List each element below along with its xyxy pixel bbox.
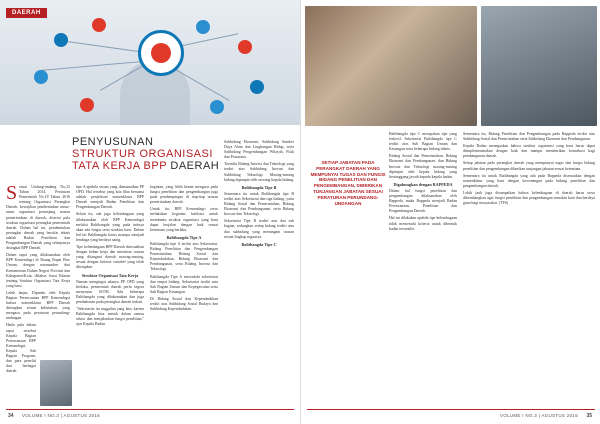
paragraph: Tersedia Bidang Inovasi dan Teknologi yang terdiri atas Subbidang Inovasi dan Subbidang Teknologi. Masing-masing bidang dipimpin oleh seorang kepala bidang. <box>224 162 294 182</box>
column-6 <box>463 132 595 407</box>
paragraph: Hal ini dilakukan apabila tipe kelembagaan tidak memenuhi kriteria untuk dibentuk badan tersendiri. <box>389 216 457 231</box>
paragraph: Balitbangda tipe A terdiri atas Sekretariat, Bidang Penelitian dan Pengembangan Pemerintahan, Bidang Sosial dan Kependudukan, Bidang Ekonomi dan Pembangunan, serta Bidang Inovasi dan Teknologi. <box>150 241 218 272</box>
paragraph: Lebih jauh juga disampaikan bahwa kelembagaan di daerah harus terus dikembangkan agar fungsi penelitian dan pengembangan semakin kuat dan berdaya guna bagi masyarakat. (TPS) <box>463 190 595 206</box>
paragraph: Sekretariat Tipe B terdiri atas dua sub bagian, sedangkan setiap bidang terdiri atas dua subbidang yang menangani urusan sesuai lingkup tugasnya. <box>224 219 294 239</box>
hero-network-image <box>0 0 300 125</box>
paragraph: Sementara itu, Bidang Penelitian dan Pengembangan pada Bappeda terdiri atas Subbidang Sosial dan Pemerintahan serta Subbidang Ekonomi dan Pembangunan. <box>463 132 595 142</box>
paragraph: Tipe kelembagaan BPP Daerah disesuaikan dengan beban kerja dan intensitas urusan yang ditangani daerah masing-masing, sesuai dengan kriteria variabel yang telah ditetapkan. <box>76 245 144 270</box>
subheading: Digabungkan dengan BAPPEDA <box>393 181 453 187</box>
central-hub-icon <box>138 30 184 76</box>
people-photo <box>40 360 72 406</box>
network-node-icon <box>54 33 68 47</box>
meeting-photo <box>305 6 477 126</box>
paragraph: Dalam hal fungsi penelitian dan pengembangan dilaksanakan oleh Bappeda, maka Bappeda menjadi Badan Perencanaan, Penelitian dan Pengembangan Daerah. <box>389 188 457 214</box>
paragraph: Di Bidang Sosial dan Kependudukan terdiri atas Subbidang Sosial Budaya dan Subbidang Kependudukan. <box>150 296 218 312</box>
phone-icon <box>34 70 48 84</box>
footer-rule <box>307 409 595 410</box>
paragraph: Hadir pula dalam rapat tersebut Kepala Bagian Perencanaan BPP Kemendagri, Kepala Sub Bagian Program, dan para peneliti dari berbagai daerah. <box>6 323 36 374</box>
title-line-1: PENYUSUNAN <box>72 136 154 148</box>
column-4 <box>224 140 294 407</box>
paragraph: Subbidang Ekonomi, Subbidang Sumber Daya Alam dan Lingkungan Hidup, serta Subbidang Pengembangan Wilayah, Fisik dan Prasarana. <box>224 140 294 160</box>
drop-cap: S <box>6 185 18 204</box>
network-node-icon <box>210 100 224 114</box>
page-number-left: 34 <box>8 413 14 419</box>
title-line-3b: DAERAH <box>166 160 220 172</box>
title-line-3a: TATA KERJA BPP <box>72 160 167 172</box>
column-3 <box>150 185 218 407</box>
paragraph: Kepala Badan menegaskan bahwa struktur organisasi yang baru harus dapat diimplementasikan dengan baik dan mampu memberikan kontribusi bagi pembangunan daerah. <box>463 144 595 159</box>
paragraph: Untuk itu, BPP Kemendagri terus melakukan kegiatan fasilitasi untuk membantu struktur organisasi yang baru dapat berjalan dengan baik sesuai ketentuan yang berlaku. <box>150 207 218 232</box>
cloud-icon <box>92 18 106 32</box>
subheading: Balitbangda Tipe B <box>241 184 277 190</box>
paragraph: Bidang Sosial dan Pemerintahan, Bidang Ekonomi dan Pembangunan, dan Bidang Inovasi dan Teknologi masing-masing dipimpin oleh kepala bidang yang bertanggung jawab kepada kepala badan. <box>389 154 457 179</box>
right-page <box>300 0 600 424</box>
paragraph: kegiatan, yang lebih hemat mengacu pada fungsi penelitian dan pengembangan juga pada pendampingan di tiap-tiap urusan pemerintahan daerah. <box>150 185 218 205</box>
paragraph: Balitbangda Tipe A mewadahi sekretariat dan empat bidang. Sekretariat terdiri atas Sub Bagian Umum dan Kepegawaian serta Sub Bagian Keuangan. <box>150 274 218 294</box>
pull-quote: SETIAP JABATAN PADA PERANGKAT DAERAH YANG MEMPUNYAI TUGAS DAN FUNGSI BIDANG PENELITIAN DAN PENGEMBANGAN, DIBERIKAN TUNJANGAN JABATAN SESUAI PERATURAN PERUNDANG-UNDANGAN <box>310 160 386 206</box>
paragraph: Lebih lanjut, Dipandu oleh Kepala Bagian Perencanaan BPP Kemendagri bahwa nomenklatur BPP Daerah ditetapkan sesuai kebutuhan, yang mengacu pada peraturan perundang-undangan. <box>6 290 70 321</box>
footer-rule <box>6 409 294 410</box>
issue-label-right: VOLUME I NO.3 | AGUSTUS 2016 <box>499 413 578 418</box>
title-line-2: STRUKTUR ORGANISASI <box>72 148 213 160</box>
network-node-icon <box>80 98 94 112</box>
paragraph: esuai Undang-undang No.23 Tahun 2014, Peraturan Pemerintah No.18 Tahun 2016 tentang Organisasi Perangkat Daerah, kewajiban pembentukan unsur-unsur organisasi penunjang urusan pemerintahan di daerah, disertai pula struktur organisasi perangkat pemerintah daerah. Dalam hal ini, pembentukan perangkat daerah yang bersifat teknis adalah Badan Penelitian dan Pengembangan Daerah yang selanjutnya disingkat BPP Daerah. <box>6 185 70 251</box>
speaker-photo <box>481 6 597 126</box>
subheading: Balitbangda Tipe C <box>241 241 277 247</box>
laptop-icon <box>196 20 210 34</box>
chart-icon <box>250 80 264 94</box>
paragraph: Setiap jabatan pada perangkat daerah yang mempunyai tugas dan fungsi bidang penelitian dan pengembangan diberikan tunjangan jabatan sesuai ketentuan. <box>463 161 595 171</box>
issue-label-left: VOLUME I NO.3 | AGUSTUS 2016 <box>22 413 101 418</box>
paragraph: Dalam rapat yang dilaksanakan oleh BPP Kemendagri di Ruang Rapat Biro Umum, dengan narasumber dari Kementerian Dalam Negeri Provinsi dan Kabupaten/Kota, dibahas Surat Edaran tentang Struktur Organisasi Tata Kerja yang baru. <box>6 253 70 288</box>
page-number-right: 35 <box>586 413 592 419</box>
paragraph: Sementara itu untuk Balitbangda yang ada pada Bappeda disesuaikan dengan nomenklatur yang baru dengan kewenangan pada bidang penelitian dan pengembangan daerah. <box>463 173 595 188</box>
paragraph: tipe A apabila sesuai yang diamanatkan PP OPD. Hal tersebut yang kita lihat bersama adalah penjelasan nomenklatur BPP Daerah menjadi Badan Penelitian dan Pengembangan Daerah. <box>76 185 144 210</box>
person-icon <box>238 40 252 54</box>
column-2 <box>76 185 144 407</box>
paragraph: "Sekretariat itu unggulan yang lain, karena Balitbangda bisa masuk dalam semua sektor dan menjalankan fungsi penelitian," ujar Kepala Badan. <box>76 307 144 327</box>
column-5 <box>389 132 457 407</box>
subheading: Struktur Organisasi Tata Kerja <box>81 272 139 278</box>
paragraph: Balitbangda tipe C merupakan tipe yang terkecil. Sekretariat Balitbangda tipe C terdiri atas Sub Bagian Umum dan Keuangan serta beberapa bidang teknis. <box>389 132 457 152</box>
paragraph: Sementara itu untuk Balitbangda tipe B terdiri atas Sekretariat dan tiga bidang, yaitu Bidang Sosial dan Pemerintahan, Bidang Ekonomi dan Pembangunan, serta Bidang Inovasi dan Teknologi. <box>224 191 294 217</box>
subheading: Balitbangda Tipe A <box>166 234 202 240</box>
section-tag: DAERAH <box>6 8 47 18</box>
paragraph: Selain itu, ada juga kelembagaan yang dilaksanakan oleh BPP Kemendagri melalui Balitbangda yang pada intinya akan ada fungsi serta struktur baru. Dalam hal ini Balitbangda harus mampu menjadi lembaga yang berdaya saing. <box>76 212 144 242</box>
paragraph: Namun mengingat adanya PP OPD yang berlaku, pemerintah daerah perlu segera menyusun SOTK. Ada beberapa Balitbangda yang dilaksanakan dan juga pembahasan pada perangkat daerah terkait. <box>76 279 144 304</box>
